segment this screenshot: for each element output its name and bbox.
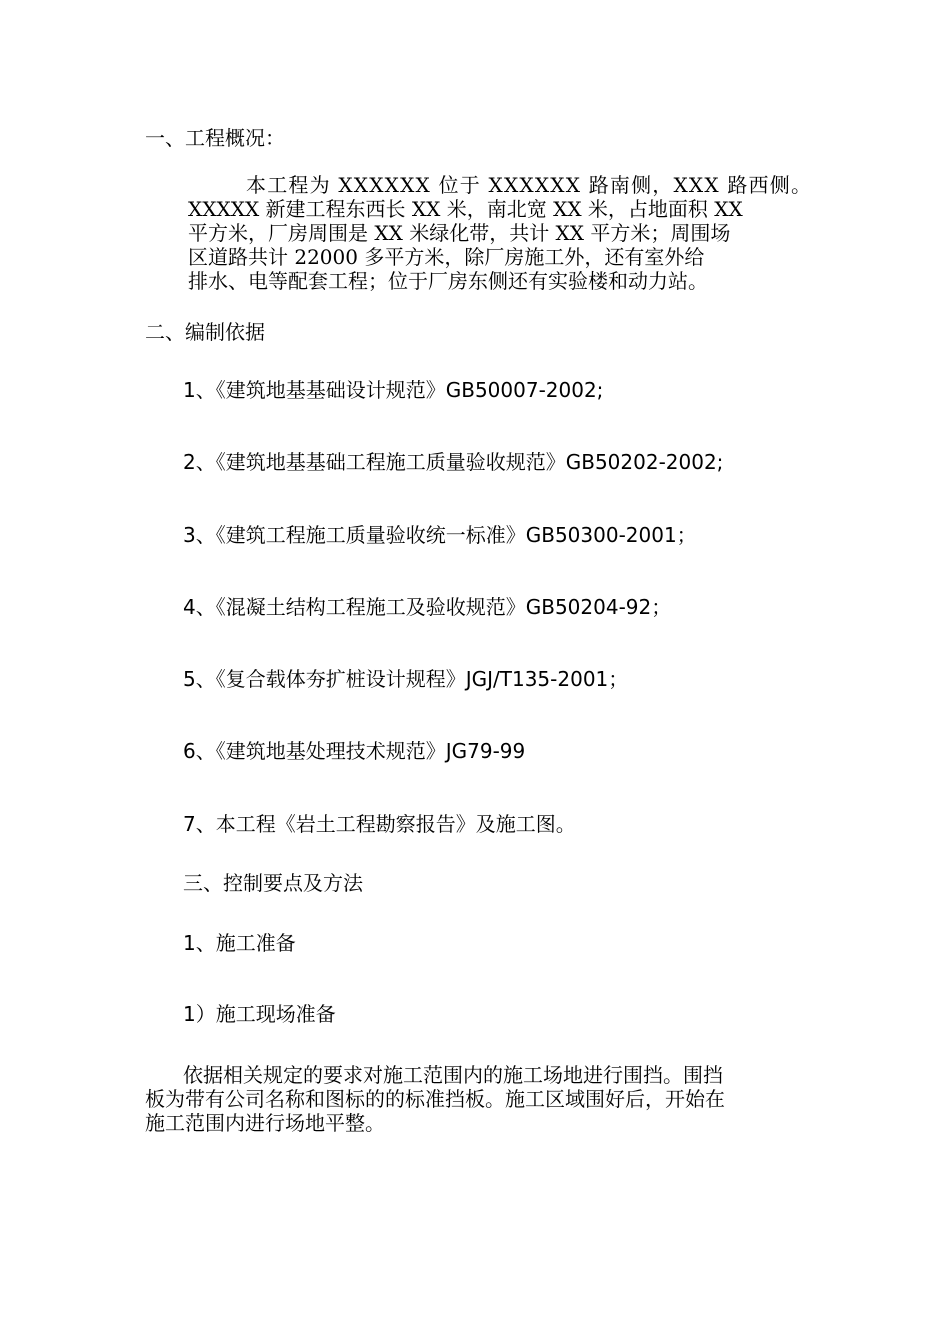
basis-item: 2、《建筑地基基础工程施工质量验收规范》GB50202-2002; (183, 450, 724, 474)
site-prep-paragraph-line: 依据相关规定的要求对施工范围内的施工场地进行围挡。围挡 (183, 1063, 723, 1087)
site-prep-paragraph-line: 施工范围内进行场地平整。 (145, 1111, 385, 1135)
basis-item: 7、本工程《岩土工程勘察报告》及施工图。 (183, 812, 576, 836)
overview-paragraph-line: 排水、电等配套工程；位于厂房东侧还有实验楼和动力站。 (188, 269, 708, 293)
overview-paragraph-line: 区道路共计 22000 多平方米，除厂房施工外，还有室外给 (188, 245, 705, 269)
subsection-heading-site-prep: 1）施工现场准备 (183, 1002, 336, 1026)
basis-item: 3、《建筑工程施工质量验收统一标准》GB50300-2001； (183, 523, 697, 547)
basis-item: 5、《复合载体夯扩桩设计规程》JGJ/T135-2001； (183, 667, 629, 691)
overview-paragraph (188, 173, 828, 293)
overview-paragraph-line: 本工程为 XXXXXX 位于 XXXXXX 路南侧，XXX 路西侧。 (246, 173, 813, 197)
basis-item: 4、《混凝土结构工程施工及验收规范》GB50204-92； (183, 595, 672, 619)
overview-paragraph-line: XXXXX 新建工程东西长 XX 米，南北宽 XX 米，占地面积 XX (188, 197, 743, 221)
site-prep-paragraph-line: 板为带有公司名称和图标的的标准挡板。施工区域围好后，开始在 (145, 1087, 725, 1111)
section-heading-control: 三、控制要点及方法 (183, 871, 363, 895)
basis-item: 1、《建筑地基基础设计规范》GB50007-2002; (183, 378, 604, 402)
site-prep-paragraph (145, 1063, 825, 1135)
basis-item: 6、《建筑地基处理技术规范》JG79-99 (183, 739, 526, 763)
subsection-heading-prep: 1、施工准备 (183, 931, 296, 955)
section-heading-overview: 一、工程概况： (145, 126, 285, 150)
section-heading-basis: 二、编制依据 (145, 320, 265, 344)
overview-paragraph-line: 平方米，厂房周围是 XX 米绿化带，共计 XX 平方米；周围场 (188, 221, 731, 245)
